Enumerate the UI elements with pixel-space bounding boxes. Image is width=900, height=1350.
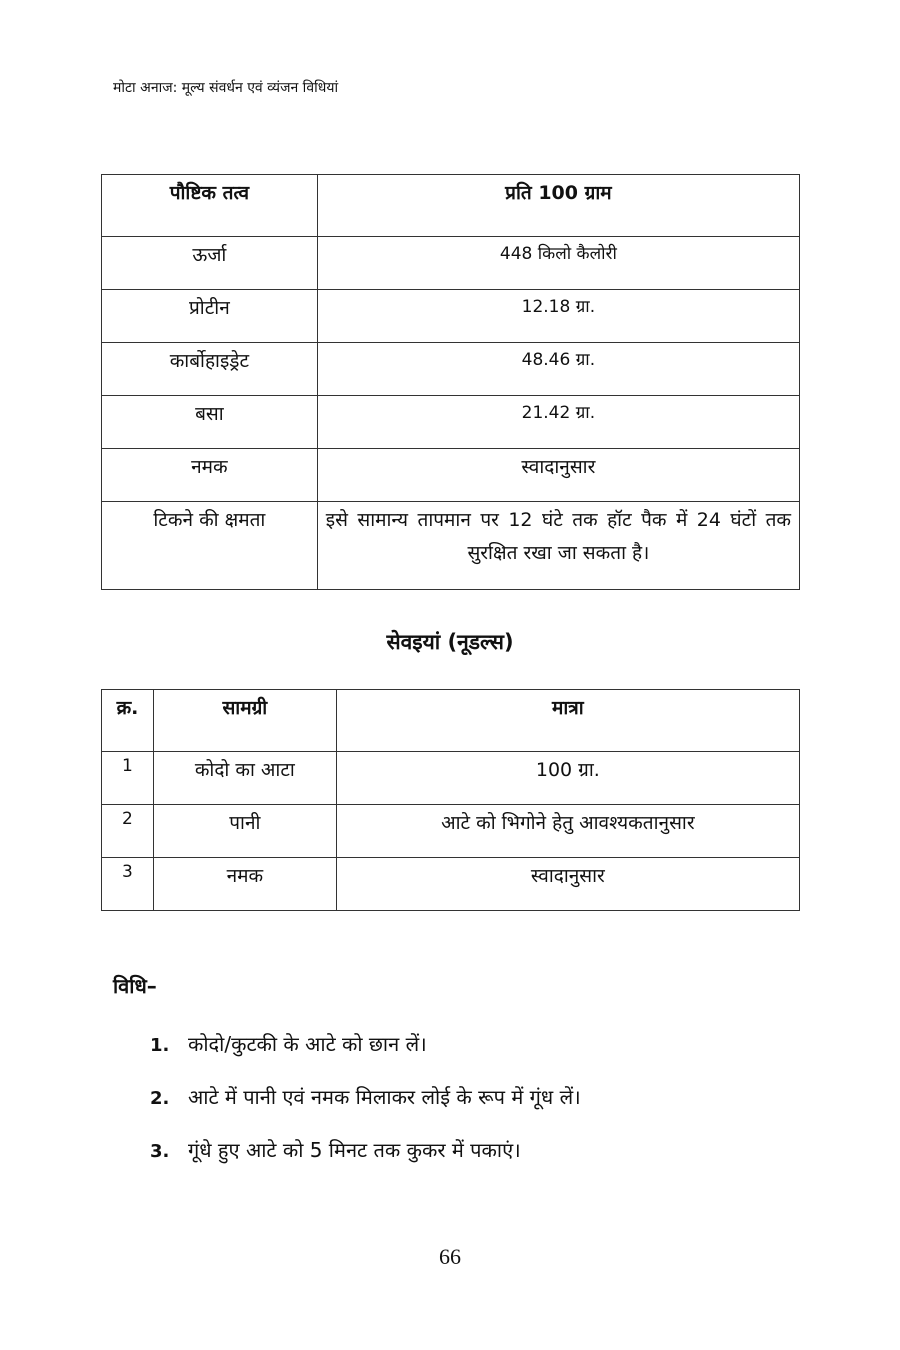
- step-number: 3.: [150, 1141, 170, 1162]
- column-header: सामग्री: [153, 690, 336, 752]
- nutrient-name: ऊर्जा: [102, 237, 318, 290]
- table-header-row: [102, 175, 800, 237]
- serial-number: 3: [102, 858, 154, 911]
- page-number: 66: [439, 1244, 461, 1269]
- table-row: [102, 858, 800, 911]
- table-row: [102, 805, 800, 858]
- nutrition-table: [101, 174, 800, 590]
- step-text: गूंधे हुए आटे को 5 मिनट तक कुकर में पकाएं।: [188, 1138, 521, 1162]
- ingredient-name: नमक: [153, 858, 336, 911]
- method-heading: विधि–: [113, 974, 157, 998]
- table-row: [102, 449, 800, 502]
- table-row: [102, 290, 800, 343]
- table-row: [102, 237, 800, 290]
- step-text: आटे में पानी एवं नमक मिलाकर लोई के रूप में गूंध लें।: [188, 1085, 581, 1109]
- column-header: पौष्टिक तत्व: [102, 175, 318, 237]
- table-row: [102, 396, 800, 449]
- step-number: 1.: [150, 1035, 170, 1056]
- method-steps: [150, 1030, 581, 1189]
- nutrient-name: बसा: [102, 396, 318, 449]
- serial-number: 2: [102, 805, 154, 858]
- nutrient-value: 48.46 ग्रा.: [317, 343, 799, 396]
- table-header-row: [102, 690, 800, 752]
- nutrient-value: 21.42 ग्रा.: [317, 396, 799, 449]
- nutrient-value: स्वादानुसार: [317, 449, 799, 502]
- ingredients-table: [101, 689, 800, 911]
- nutrient-name: कार्बोहाइड्रेट: [102, 343, 318, 396]
- step-number: 2.: [150, 1088, 170, 1109]
- ingredient-quantity: 100 ग्रा.: [336, 752, 799, 805]
- recipe-title: सेवइयां (नूडल्स): [386, 630, 514, 654]
- ingredient-quantity: आटे को भिगोने हेतु आवश्यकतानुसार: [336, 805, 799, 858]
- nutrient-name: प्रोटीन: [102, 290, 318, 343]
- list-item: [150, 1083, 581, 1136]
- running-header: मोटा अनाज: मूल्य संवर्धन एवं व्यंजन विधियां: [113, 80, 339, 96]
- ingredient-quantity: स्वादानुसार: [336, 858, 799, 911]
- step-text: कोदो/कुटकी के आटे को छान लें।: [188, 1032, 427, 1056]
- table-row: [102, 502, 800, 590]
- list-item: [150, 1030, 581, 1083]
- table-row: [102, 343, 800, 396]
- column-header: प्रति 100 ग्राम: [317, 175, 799, 237]
- column-header: क्र.: [102, 690, 154, 752]
- ingredient-name: पानी: [153, 805, 336, 858]
- serial-number: 1: [102, 752, 154, 805]
- nutrient-value: 448 किलो कैलोरी: [317, 237, 799, 290]
- nutrient-name: टिकने की क्षमता: [102, 502, 318, 590]
- list-item: [150, 1136, 581, 1189]
- nutrient-name: नमक: [102, 449, 318, 502]
- ingredient-name: कोदो का आटा: [153, 752, 336, 805]
- nutrient-value: 12.18 ग्रा.: [317, 290, 799, 343]
- column-header: मात्रा: [336, 690, 799, 752]
- shelf-life-value: इसे सामान्य तापमान पर 12 घंटे तक हॉट पैक में 24 घंटों तक सुरक्षित रखा जा सकता है।: [317, 502, 799, 590]
- table-row: [102, 752, 800, 805]
